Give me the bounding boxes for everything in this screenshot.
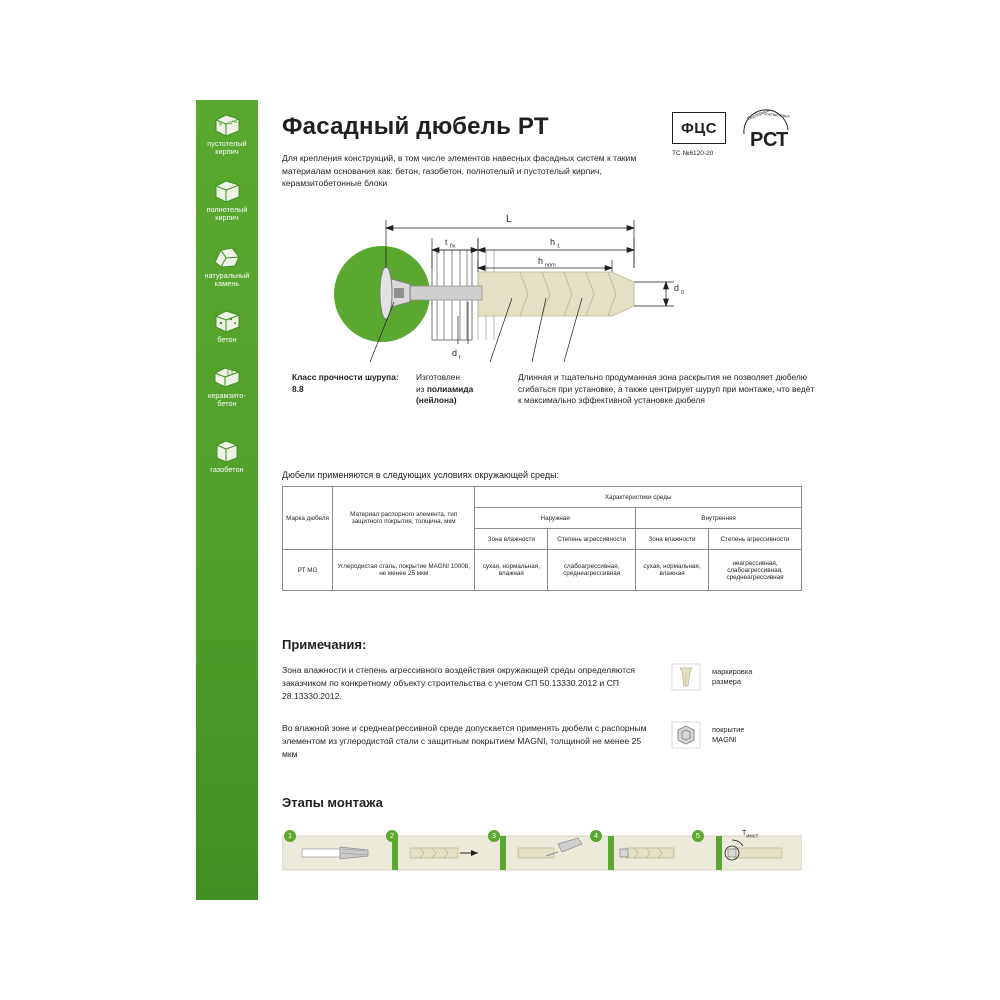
sidebar-item-label: пустотелый кирпич (207, 139, 247, 157)
cert-fcs (672, 112, 726, 144)
svg-text:t: t (445, 237, 448, 247)
sidebar-item-label: натуральный камень (204, 271, 250, 289)
legend-line-2: размера (712, 677, 741, 686)
callout-strength-value: 8.8 (292, 383, 304, 394)
table-row (283, 550, 802, 591)
callout-material-bold: полиамида (426, 383, 474, 394)
notes-paragraph-1: Зона влажности и степень агрессивного воздействия окружающей среды определяются заказчиком по конкретному объекту строительства с учетом СП 50.13330.2012 и СП 28.13330.2012. (282, 665, 635, 702)
step-badge-5: 5 (692, 830, 704, 842)
conditions-intro: Дюбели применяются в следующих условиях окружающей среды: (282, 470, 560, 480)
legend-magni-text (712, 725, 744, 745)
torque-label (742, 830, 758, 839)
step-badge-3: 3 (488, 830, 500, 842)
sidebar-item-solid-brick[interactable] (200, 178, 254, 223)
sidebar-item-label: керамзито-бетон (208, 391, 246, 409)
sidebar-item-expanded-clay-concrete[interactable] (200, 364, 254, 409)
step-badge-2: 2 (386, 830, 398, 842)
cert-fcs-note: ТС №6120-20 (672, 150, 714, 157)
size-marking-icon (668, 660, 704, 694)
solid-brick-icon (212, 178, 242, 204)
callout-material-line2: из (416, 383, 427, 394)
svg-text:d: d (674, 283, 680, 293)
svg-text:h: h (550, 237, 556, 247)
sidebar-item-natural-stone[interactable] (200, 244, 254, 289)
callout-material (416, 372, 516, 407)
aerated-concrete-icon (212, 438, 242, 464)
col-material: Материал распорного элемента, тип защитного покрытия, толщина, мкм (333, 487, 475, 550)
callout-material-line1: Изготовлен (416, 372, 461, 382)
magni-coating-icon (668, 718, 704, 752)
svg-text:nom: nom (545, 262, 556, 269)
svg-text:h: h (538, 256, 544, 266)
legend-magni-coating (668, 718, 744, 752)
sidebar-item-label: газобетон (210, 465, 244, 474)
sidebar-item-label: полнотелый кирпич (206, 205, 248, 223)
cell-material: Углеродистая сталь, покрытие MAGNI 1000b, не менее 25 мкм (333, 550, 475, 591)
cert-rst (738, 108, 796, 155)
legend-size-marking-text (712, 667, 752, 687)
hollow-brick-icon (212, 112, 242, 138)
svg-text:0: 0 (681, 290, 685, 296)
col-humidity-inside: Зона влажности (636, 529, 709, 550)
svg-text:Р: Р (750, 129, 764, 150)
legend-line-1: маркировка (712, 667, 753, 676)
page-subtitle: Для крепления конструкций, в том числе элементов навесных фасадных систем к таким материалам основания как: бетон, газобетон, полнотелый и пустотелый кирпич, керамзитобетонные блоки (282, 153, 637, 189)
technical-drawing (282, 198, 812, 373)
cell-humidity-outside: сухая, нормальная, влажная (475, 550, 548, 591)
svg-text:f: f (459, 355, 461, 361)
notes-paragraph-2: Во влажной зоне и среднеагрессивной среде допускается применять дюбели с распорным элементом из углеродистой стали с защитным покрытием MAGNI, толщиной не менее 25 мкм (282, 723, 647, 760)
page-title: Фасадный дюбель РТ (282, 113, 549, 140)
svg-text:соответствия: соответствия (763, 111, 790, 119)
cell-brand: PT MG (283, 550, 333, 591)
sidebar-item-label: бетон (217, 335, 237, 344)
svg-text:fix: fix (450, 243, 456, 250)
svg-text:1: 1 (557, 243, 561, 250)
col-aggressiveness-inside: Степень агрессивности (709, 529, 802, 550)
legend-line-1: покрытие (712, 725, 745, 734)
col-aggressiveness-outside: Степень агрессивности (548, 529, 636, 550)
head-environment: Характеристики среды (475, 487, 802, 508)
table-row (283, 487, 802, 508)
sidebar-item-aerated-concrete[interactable] (200, 438, 254, 474)
sidebar-item-concrete[interactable] (200, 308, 254, 344)
legend-size-marking (668, 660, 752, 694)
svg-text:С: С (763, 129, 778, 150)
torque-symbol: T (742, 830, 747, 837)
col-brand: Марка дюбеля (283, 487, 333, 550)
svg-text:Т: Т (776, 129, 789, 150)
expanded-clay-concrete-icon (212, 364, 242, 390)
cert-fcs-label: ФЦС (672, 112, 726, 144)
callout-expansion-zone: Длинная и тщательно продуманная зона раскрытия не позволяет дюбелю сгибаться при установке, а также центрирует шуруп при монтаже, что ведёт к максимально эффективной установке дюбеля (518, 372, 815, 406)
callout-screw-strength (292, 372, 412, 395)
concrete-icon (212, 308, 242, 334)
callout-strength-title: Класс прочности шурупа: (292, 372, 399, 382)
installation-steps (282, 822, 802, 888)
svg-text:L: L (506, 214, 512, 225)
notes-title: Примечания: (282, 637, 367, 652)
natural-stone-icon (212, 244, 242, 270)
svg-text:Сертификат: Сертификат (746, 108, 771, 121)
cell-humidity-inside: сухая, нормальная, влажная (636, 550, 709, 591)
cell-aggressiveness-outside: слабоагрессивная, среднеагрессивная (548, 550, 636, 591)
step-badge-1: 1 (284, 830, 296, 842)
head-inside: Внутренняя (636, 508, 802, 529)
callout-material-nylon: (нейлона) (416, 395, 457, 406)
step-badge-4: 4 (590, 830, 602, 842)
legend-line-2: MAGNI (712, 735, 737, 744)
cell-aggressiveness-inside: неагрессивная, слабоагрессивная, среднеагрессивная (709, 550, 802, 591)
conditions-table (282, 486, 802, 591)
torque-subscript: инст (746, 833, 759, 840)
head-outside: Наружная (475, 508, 636, 529)
svg-text:d: d (452, 348, 458, 358)
col-humidity-outside: Зона влажности (475, 529, 548, 550)
steps-title: Этапы монтажа (282, 795, 383, 810)
sidebar-item-hollow-brick[interactable] (200, 112, 254, 157)
